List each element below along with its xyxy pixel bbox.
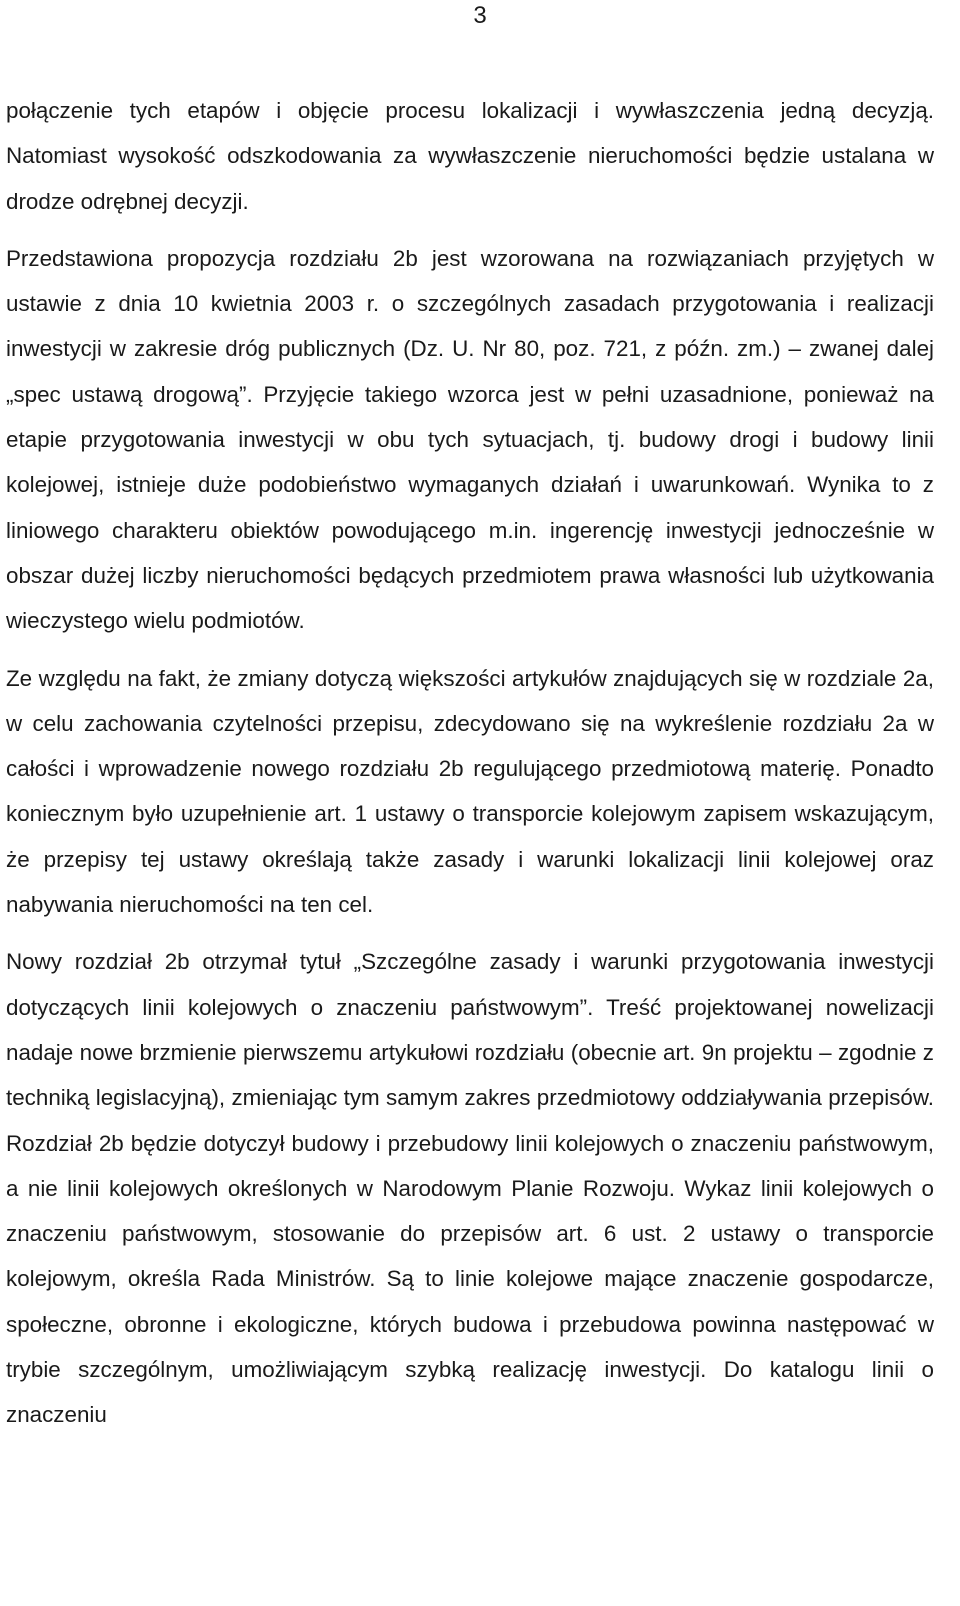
- paragraph-3: Ze względu na fakt, że zmiany dotyczą większości artykułów znajdujących się w rozdziale 2a, w celu zachowania czytelności przepisu, zdecydowano się na wykreślenie rozdziału 2a w całości i wprowadzenie nowego rozdziału 2b regulującego przedmiotową materię. Ponadto koniecznym było uzupełnienie art. 1 ustawy o transporcie kolejowym zapisem wskazującym, że przepisy tej ustawy określają także zasady i warunki lokalizacji linii kolejowej oraz nabywania nieruchomości na ten cel.: [6, 665, 934, 918]
- paragraph-1: połączenie tych etapów i objęcie procesu lokalizacji i wywłaszczenia jedną decyzją. Natomiast wysokość odszkodowania za wywłaszczenie nieruchomości będzie ustalana w drodze odrębnej decyzji.: [6, 98, 934, 214]
- paragraph-2: Przedstawiona propozycja rozdziału 2b jest wzorowana na rozwiązaniach przyjętych w ustawie z dnia 10 kwietnia 2003 r. o szczególnych zasadach przygotowania i realizacji inwestycji w zakresie dróg publicznych (Dz. U. Nr 80, poz. 721, z późn. zm.) – zwanej dalej „spec ustawą drogową”. Przyjęcie takiego wzorca jest w pełni uzasadnione, ponieważ na etapie przygotowania inwestycji w obu tych sytuacjach, tj. budowy drogi i budowy linii kolejowej, istnieje duże podobieństwo wymaganych działań i uwarunkowań. Wynika to z liniowego charakteru obiektów powodującego m.in. ingerencję inwestycji jednocześnie w obszar dużej liczby nieruchomości będących przedmiotem prawa własności lub użytkowania wieczystego wielu podmiotów.: [6, 245, 934, 634]
- paragraph-4: Nowy rozdział 2b otrzymał tytuł „Szczególne zasady i warunki przygotowania inwestycji dotyczących linii kolejowych o znaczeniu państwowym”. Treść projektowanej nowelizacji nadaje nowe brzmienie pierwszemu artykułowi rozdziału (obecnie art. 9n projektu – zgodnie z techniką legislacyjną), zmieniając tym samym zakres przedmiotowy oddziaływania przepisów. Rozdział 2b będzie dotyczył budowy i przebudowy linii kolejowych o znaczeniu państwowym, a nie linii kolejowych określonych w Narodowym Planie Rozwoju. Wykaz linii kolejowych o znaczeniu państwowym, stosowanie do przepisów art. 6 ust. 2 ustawy o transporcie kolejowym, określa Rada Ministrów. Są to linie kolejowe mające znaczenie gospodarcze, społeczne, obronne i ekologiczne, których budowa i przebudowa powinna następować w trybie szczególnym, umożliwiającym szybką realizację inwestycji. Do katalogu linii o znaczeniu: [6, 949, 934, 1428]
- page-number: 3: [473, 2, 487, 29]
- document-body: [6, 88, 934, 1438]
